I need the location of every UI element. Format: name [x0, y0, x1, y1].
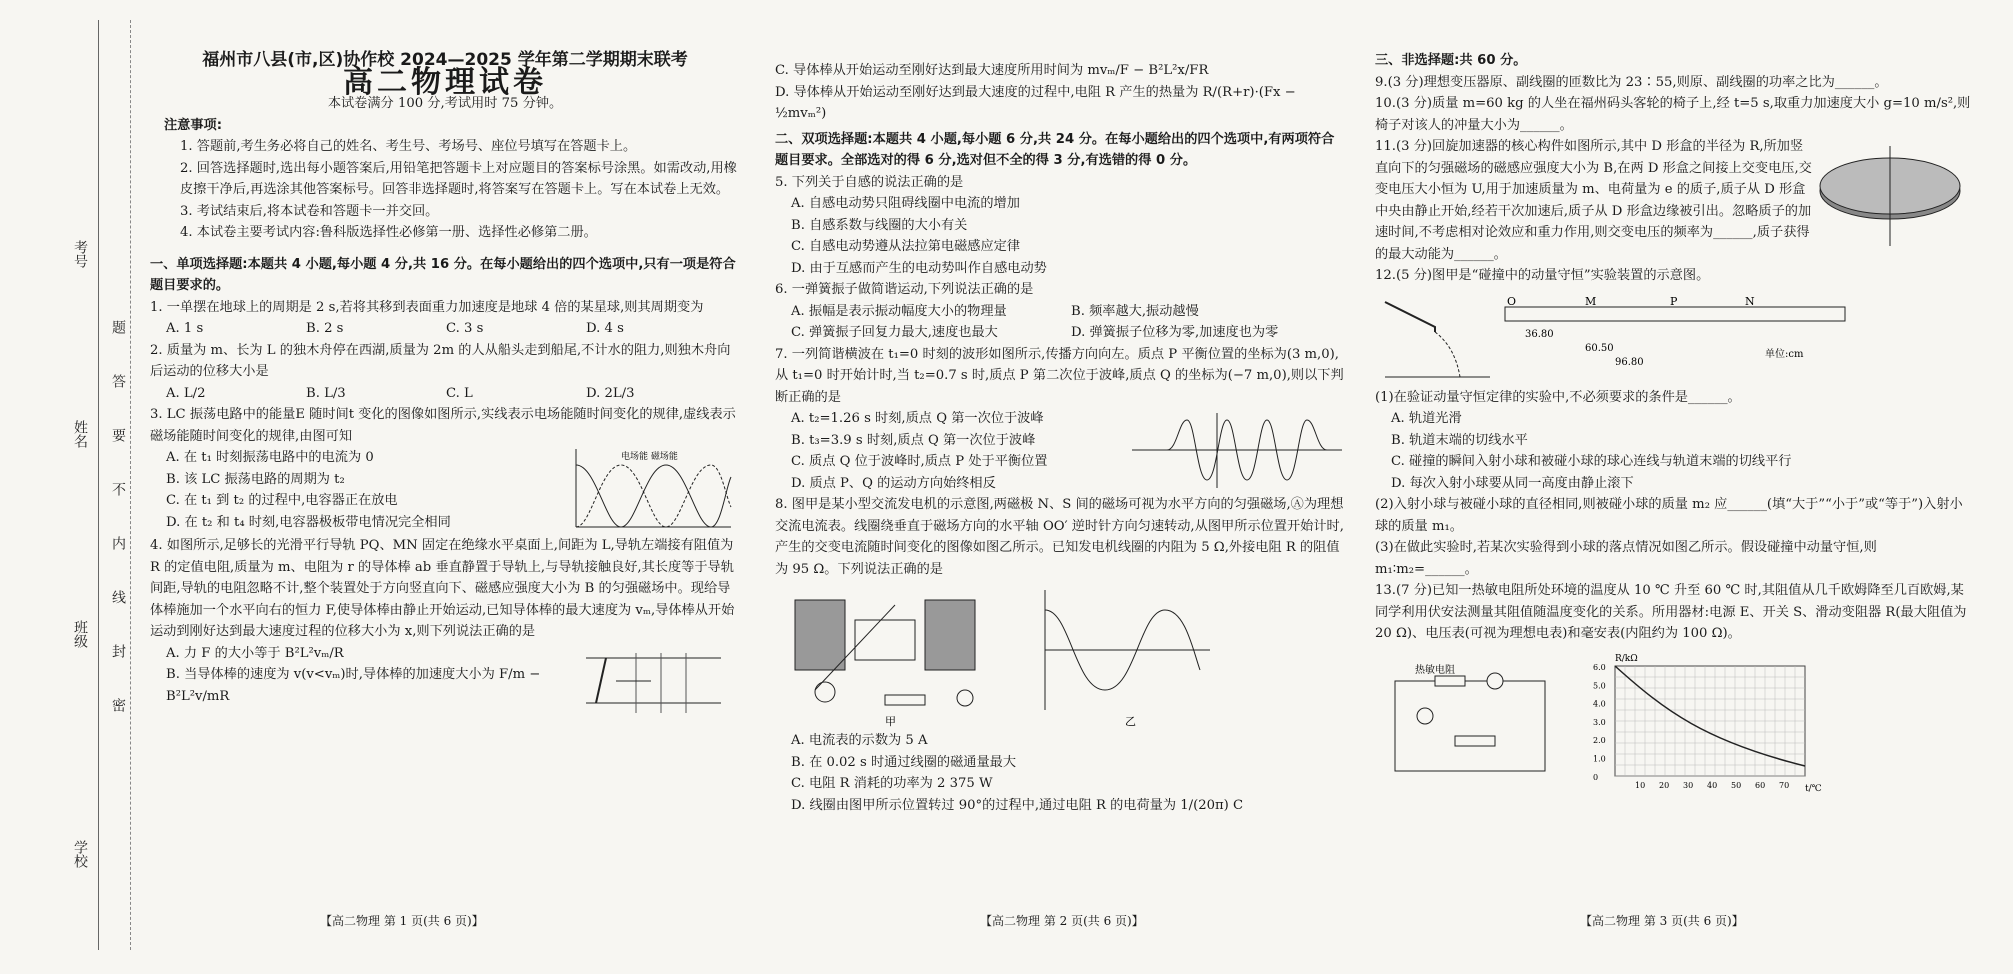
graph-xlabel: t/℃ — [1805, 783, 1822, 794]
margin-line — [98, 20, 99, 950]
q12-part-3: (3)在做此实验时,若某次实验得到小球的落点情况如图乙所示。假设碰撞中动量守恒,则 m₁∶m₂=______。 — [1375, 540, 1877, 577]
x-tick-label: 30 — [1683, 780, 1694, 790]
y-tick-label: 0 — [1593, 772, 1599, 782]
q5-option-a: A. 自感电动势只阻碍线圈中电流的增加 — [791, 196, 1020, 211]
question-4: 4. 如图所示,足够长的光滑平行导轨 PQ、MN 固定在绝缘水平桌面上,间距为 L,导轨左端接有阻值为 R 的定值电阻,质量为 m、电阻为 r 的导体棒 ab 垂直静置于导轨上,与导轨接触良好,其长度等于导轨间距,导轨的电阻忽略不计,整个装置处于方向竖直向下、磁感应强度大小为 B 的匀强磁场中。现给导体棒施加一个水平向右的恒力 F,使导体棒由静止开始运动,已知导体棒的最大速度为 vₘ,导体棒从开始运动到刚好达到最大速度过程的位移大小为 x,则下列说法正确的是 — [150, 538, 735, 639]
school-label: 学校 — [72, 840, 88, 868]
page-3-footer: 【高二物理 第 3 页(共 6 页)】 — [1580, 914, 1744, 928]
y-tick-label: 5.0 — [1593, 680, 1606, 690]
q12-option-b: B. 轨道末端的切线水平 — [1391, 432, 1528, 448]
q8-option-c: C. 电阻 R 消耗的功率为 2 375 W — [791, 776, 993, 791]
q2-option-c: C. L — [446, 385, 473, 401]
x-tick-label: 40 — [1707, 780, 1718, 790]
question-6: 6. 一弹簧振子做简谐运动,下列说法正确的是 — [775, 282, 1034, 297]
resistance-temperature-graph — [1575, 651, 1825, 801]
section-1-heading: 一、单项选择题:本题共 4 小题,每小题 4 分,共 16 分。在每小题给出的四个选项中,只有一项是符合题目要求的。 — [150, 256, 736, 293]
question-7: 7. 一列简谐横波在 t₁=0 时刻的波形如图所示,传播方向向左。质点 P 平衡位置的坐标为(3 m,0),从 t₁=0 时开始计时,当 t₂=0.7 s 时,质点 P 第二次位于波峰,质点 Q 的坐标为(−7 m,0),则以下判断正确的是 — [775, 346, 1344, 405]
q2-option-d: D. 2L/3 — [586, 385, 635, 401]
page-1-footer: 【高二物理 第 1 页(共 6 页)】 — [320, 914, 484, 928]
y-tick-label: 2.0 — [1593, 735, 1606, 745]
q12-option-c: C. 碰撞的瞬间入射小球和被碰小球的球心连线与轨道末端的切线平行 — [1391, 454, 1792, 469]
class-label: 班级 — [72, 620, 88, 648]
ruler-m3: 96.80 — [1615, 356, 1644, 368]
ruler-label-o: O — [1507, 294, 1517, 308]
q3-option-c: C. 在 t₁ 到 t₂ 的过程中,电容器正在放电 — [166, 493, 398, 508]
note-1: 1. 答题前,考生务必将自己的姓名、考生号、考场号、座位号填写在答题卡上。 — [180, 139, 637, 154]
question-8: 8. 图甲是某小型交流发电机的示意图,两磁极 N、S 间的磁场可视为水平方向的匀强磁场,Ⓐ为理想交流电流表。线圈绕垂直于磁场方向的水平轴 OO′ 逆时针方向匀速转动,从图甲所示位置开始计时,产生的交变电流随时间变化的图像如图乙所示。已知发电机线圈的内阻为 5 Ω,外接电阻 R 的阻值为 95 Ω。下列说法正确的是 — [775, 497, 1344, 577]
exam-info: 本试卷满分 100 分,考试用时 75 分钟。 — [327, 96, 563, 111]
thermistor-label: 热敏电阻 — [1415, 664, 1455, 676]
notes-title: 注意事项: — [164, 117, 223, 133]
q3-option-a: A. 在 t₁ 时刻振荡电路中的电流为 0 — [166, 450, 374, 465]
q7-option-b: B. t₃=3.9 s 时刻,质点 Q 第一次位于波峰 — [791, 432, 1036, 448]
q7-option-d: D. 质点 P、Q 的运动方向始终相反 — [791, 475, 996, 491]
q1-options — [150, 318, 740, 340]
landing-ruler — [1495, 287, 1855, 387]
fig-jia-label: 甲 — [885, 715, 896, 728]
note-2: 2. 回答选择题时,选出每小题答案后,用铅笔把答题卡上对应题目的答案标号涂黑。如需改动,用橡皮擦干净后,再选涂其他答案标号。回答非选择题时,将答案写在答题卡上。写在本试卷上无效。 — [180, 160, 737, 197]
q7-option-a: A. t₂=1.26 s 时刻,质点 Q 第一次位于波峰 — [791, 411, 1044, 426]
exam-header: 福州市八县(市,区)协作校 2024—2025 学年第二学期期末联考 — [202, 50, 688, 70]
y-tick-label: 6.0 — [1593, 662, 1606, 672]
seal-line — [130, 20, 131, 950]
q1-option-d: D. 4 s — [586, 321, 624, 336]
page-title: 高二物理试卷 — [343, 64, 547, 100]
ruler-label-m: M — [1585, 294, 1597, 308]
ruler-label-p: P — [1670, 294, 1678, 308]
q1-option-a: A. 1 s — [166, 321, 204, 336]
seal-warning: 题答要不内线封密 — [110, 320, 126, 752]
cyclotron-diagram — [1815, 136, 1965, 256]
x-tick-label: 60 — [1755, 780, 1766, 790]
q3-option-b: B. 该 LC 振荡电路的周期为 t₂ — [166, 471, 345, 487]
page-3 — [1375, 50, 1975, 801]
question-9: 9.(3 分)理想变压器原、副线圈的匝数比为 23∶55,则原、副线圈的功率之比为______。 — [1375, 74, 1888, 90]
q2-option-b: B. L/3 — [306, 385, 346, 401]
question-2: 2. 质量为 m、长为 L 的独木舟停在西湖,质量为 2m 的人从船头走到船尾,不计水的阻力,则独木舟向后运动的位移大小是 — [150, 342, 731, 379]
q12-option-d: D. 每次入射小球要从同一高度由静止滚下 — [1391, 475, 1634, 491]
question-5: 5. 下列关于自感的说法正确的是 — [775, 174, 964, 190]
q4-option-a: A. 力 F 的大小等于 B²L²vₘ/R — [166, 645, 344, 661]
section-3-heading: 三、非选择题:共 60 分。 — [1375, 53, 1527, 68]
question-3: 3. LC 振荡电路中的能量E 随时间t 变化的图像如图所示,实线表示电场能随时间变化的规律,虚线表示磁场能随时间变化的规律,由图可知 — [150, 407, 736, 444]
q8-option-b: B. 在 0.02 s 时通过线圈的磁通量最大 — [791, 754, 1017, 770]
question-11: 11.(3 分)回旋加速器的核心构件如图所示,其中 D 形盒的半径为 R,所加竖直向下的匀强磁场的磁感应强度大小为 B,在两 D 形盒之间接上交变电压,交变电压大小恒为 U,用于加速质量为 m、电荷量为 e 的质子,质子从 D 形盒中央由静止开始,经若干次加速后,质子从 D 形盒边缘被引出。忽略质子的加速时间,不考虑相对论效应和重力作用,则交变电压的频率为______,质子获得的最大动能为______。 — [1375, 139, 1812, 262]
fig-yi-label: 乙 — [1125, 715, 1136, 728]
ruler-label-n: N — [1745, 294, 1755, 308]
q5-option-c: C. 自感电动势遵从法拉第电磁感应定律 — [791, 239, 1021, 254]
q12-part-2: (2)入射小球与被碰小球的直径相同,则被碰小球的质量 m₂ 应______(填“大于”“小于”或“等于”)入射小球的质量 m₁。 — [1375, 497, 1963, 534]
section-2-heading: 二、双项选择题:本题共 4 小题,每小题 6 分,共 24 分。在每小题给出的四个选项中,有两项符合题目要求。全部选对的得 6 分,选对但不全的得 3 分,有选错的得 0 分。 — [775, 131, 1335, 168]
x-tick-label: 70 — [1779, 780, 1790, 790]
q12-option-a: A. 轨道光滑 — [1391, 411, 1462, 426]
q5-option-b: B. 自感系数与线圈的大小有关 — [791, 217, 968, 233]
y-tick-label: 4.0 — [1593, 699, 1606, 709]
binding-margin — [0, 0, 150, 974]
y-tick-label: 3.0 — [1593, 717, 1606, 727]
collision-apparatus — [1375, 287, 1495, 387]
ruler-m1: 36.80 — [1525, 328, 1554, 340]
q5-option-d: D. 由于互感而产生的电动势叫作自感电动势 — [791, 260, 1047, 276]
current-graph — [1015, 580, 1215, 730]
q12-part-1: (1)在验证动量守恒定律的实验中,不必须要求的条件是______。 — [1375, 389, 1741, 405]
page-1 — [150, 50, 740, 723]
y-tick-label: 1.0 — [1593, 754, 1606, 763]
q7-option-c: C. 质点 Q 位于波峰时,质点 P 处于平衡位置 — [791, 454, 1048, 469]
rail-diagram — [576, 643, 726, 723]
q2-option-a: A. L/2 — [166, 385, 206, 401]
q4-option-c: C. 导体棒从开始运动至刚好达到最大速度所用时间为 mvₘ/F − B²L²x/FR — [775, 63, 1209, 78]
q6-option-c: C. 弹簧振子回复力最大,速度也最大 — [791, 325, 998, 340]
note-3: 3. 考试结束后,将本试卷和答题卡一并交回。 — [180, 203, 439, 219]
q4-option-d: D. 导体棒从开始运动至刚好达到最大速度的过程中,电阻 R 产生的热量为 R/(R+r)·(Fx − ½mvₘ²) — [775, 84, 1296, 121]
exam-no-label: 考号 — [72, 240, 88, 268]
x-tick-label: 10 — [1635, 780, 1646, 790]
q1-option-c: C. 3 s — [446, 321, 484, 336]
question-13: 13.(7 分)已知一热敏电阻所处环境的温度从 10 ℃ 升至 60 ℃ 时,其阻值从几千欧姆降至几百欧姆,某同学利用伏安法测量其阻值随温度变化的关系。所用器材:电源 E、开关 S、滑动变阻器 R(最大阻值为 20 Ω)、电压表(可视为理想电表)和毫安表(内阻约为 100 Ω)。 — [1375, 583, 1967, 641]
q4-option-b: B. 当导体棒的速度为 v(v<vₘ)时,导体棒的加速度大小为 F/m − B²L²v/mR — [166, 667, 541, 704]
note-4: 4. 本试卷主要考试内容:鲁科版选择性必修第一册、选择性必修第二册。 — [180, 225, 597, 240]
page-2 — [775, 50, 1345, 816]
wave-graph — [1127, 408, 1345, 493]
circuit-diagram — [1375, 651, 1575, 801]
q6-option-a: A. 振幅是表示振动幅度大小的物理量 — [791, 303, 1007, 319]
ruler-unit: 单位:cm — [1765, 348, 1804, 360]
q8-option-d: D. 线圈由图甲所示位置转过 90°的过程中,通过电阻 R 的电荷量为 1/(20π) C — [791, 797, 1244, 813]
x-tick-label: 20 — [1659, 780, 1670, 790]
generator-diagram — [775, 580, 1015, 730]
q1-option-b: B. 2 s — [306, 321, 344, 336]
question-1: 1. 一单摆在地球上的周期是 2 s,若将其移到表面重力加速度是地球 4 倍的某星球,则其周期变为 — [150, 299, 704, 315]
q6-option-d: D. 弹簧振子位移为零,加速度也为零 — [1071, 325, 1279, 340]
q6-option-b: B. 频率越大,振动越慢 — [1071, 303, 1199, 319]
energy-graph — [566, 447, 736, 535]
graph-ylabel: R/kΩ — [1615, 653, 1638, 664]
x-tick-label: 50 — [1731, 780, 1742, 790]
page-2-footer: 【高二物理 第 2 页(共 6 页)】 — [980, 914, 1144, 928]
energy-legend: 电场能 磁场能 — [621, 452, 678, 462]
name-label: 姓名 — [72, 420, 88, 448]
question-10: 10.(3 分)质量 m=60 kg 的人坐在福州码头客轮的椅子上,经 t=5 s,取重力加速度大小 g=10 m/s²,则椅子对该人的冲量大小为______。 — [1375, 96, 1971, 133]
question-12: 12.(5 分)图甲是“碰撞中的动量守恒”实验装置的示意图。 — [1375, 268, 1710, 283]
q2-options — [150, 383, 740, 405]
q8-option-a: A. 电流表的示数为 5 A — [791, 733, 928, 748]
q3-option-d: D. 在 t₂ 和 t₄ 时刻,电容器极板带电情况完全相同 — [166, 514, 451, 530]
ruler-m2: 60.50 — [1585, 342, 1614, 354]
